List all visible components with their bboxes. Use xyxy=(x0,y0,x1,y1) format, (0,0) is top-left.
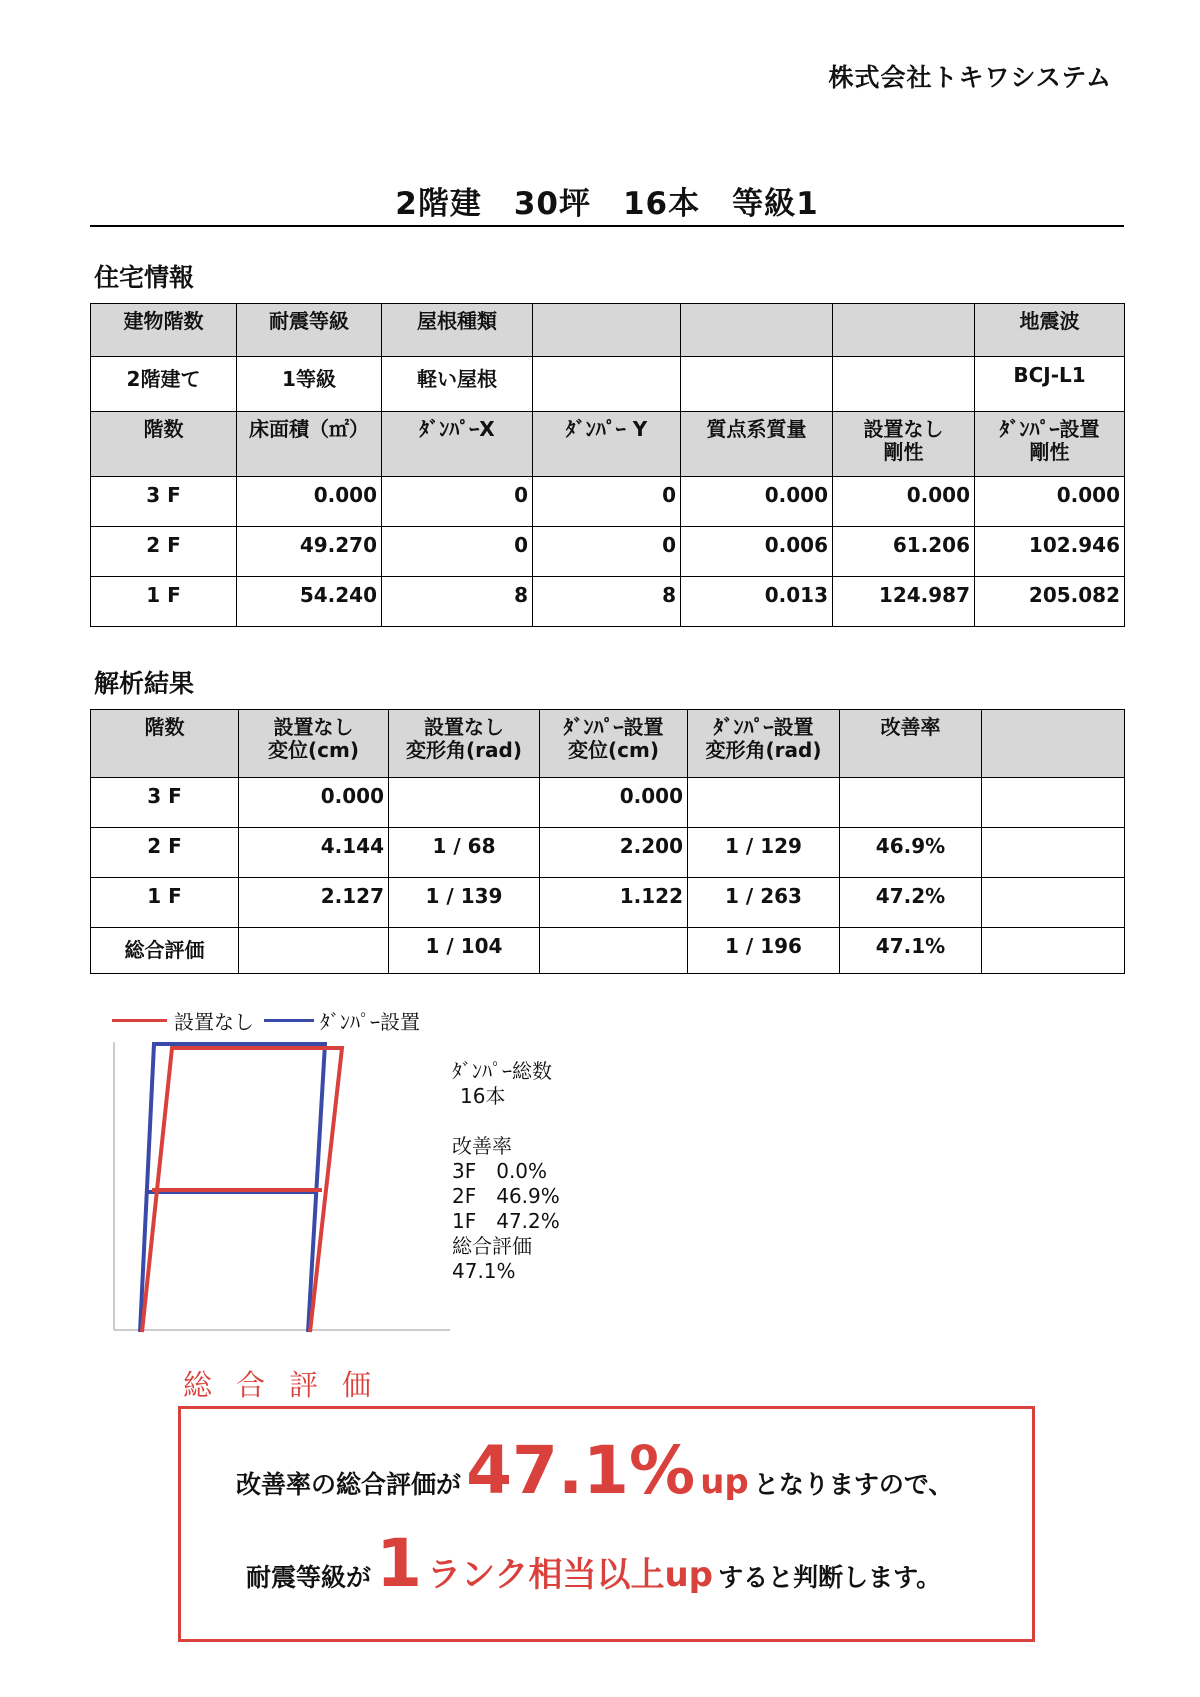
floor-row-3f xyxy=(91,477,1125,527)
analysis-cell: 1 / 68 xyxy=(389,828,540,878)
deformation-diagram xyxy=(100,1030,460,1340)
floor-cell: 54.240 xyxy=(237,577,382,627)
damper-total-value: 16本 xyxy=(460,1084,506,1108)
improve-3f: 3F 0.0% xyxy=(452,1159,548,1183)
housing-value-cell xyxy=(833,357,975,412)
analysis-cell: 4.144 xyxy=(239,828,389,878)
evaluation-rank: 1 xyxy=(376,1525,423,1602)
analysis-cell xyxy=(982,878,1125,928)
damper-total-label: ﾀﾞﾝﾊﾟｰ総数 xyxy=(452,1059,552,1083)
analysis-table xyxy=(90,709,1125,974)
floor-header-row xyxy=(91,412,1125,477)
analysis-cell: 1 / 263 xyxy=(688,878,840,928)
floor-cell: 0 xyxy=(382,477,533,527)
analysis-cell: 1 / 196 xyxy=(688,928,840,974)
analysis-cell: 47.1% xyxy=(840,928,982,974)
improve-2f: 2F 46.9% xyxy=(452,1184,560,1208)
analysis-cell: 2.127 xyxy=(239,878,389,928)
analysis-row-3f xyxy=(91,778,1125,828)
analysis-cell: 0.000 xyxy=(540,778,688,828)
analysis-cell xyxy=(239,928,389,974)
floor-cell: 2 F xyxy=(91,527,237,577)
analysis-cell: 1 F xyxy=(91,878,239,928)
housing-value-cell xyxy=(533,357,681,412)
floor-row-2f xyxy=(91,527,1125,577)
analysis-header-row xyxy=(91,710,1125,778)
floor-cell: 0.000 xyxy=(681,477,833,527)
evaluation-rate: 47.1% xyxy=(466,1432,696,1509)
housing-value-cell xyxy=(681,357,833,412)
floor-cell: 1 F xyxy=(91,577,237,627)
title-divider xyxy=(90,225,1124,227)
analysis-row-overall xyxy=(91,928,1125,974)
evaluation-line-1 xyxy=(236,1432,953,1509)
housing-section-title: 住宅情報 xyxy=(94,263,195,292)
floor-header-cell: ﾀﾞﾝﾊﾟｰ Y xyxy=(533,412,681,477)
housing-header-cell: 地震波 xyxy=(975,304,1125,357)
floor-cell: 0 xyxy=(533,527,681,577)
housing-header-cell xyxy=(833,304,975,357)
evaluation-text: となりますので、 xyxy=(753,1470,954,1499)
floor-cell: 0.013 xyxy=(681,577,833,627)
analysis-section-title: 解析結果 xyxy=(94,669,195,698)
evaluation-text: 耐震等級が xyxy=(246,1563,372,1592)
analysis-header-cell xyxy=(982,710,1125,778)
floor-header-cell: 質点系質量 xyxy=(681,412,833,477)
analysis-cell xyxy=(540,928,688,974)
floor-cell: 0.000 xyxy=(237,477,382,527)
floor-header-cell: 床面積（㎡） xyxy=(237,412,382,477)
housing-header-cell: 建物階数 xyxy=(91,304,237,357)
analysis-cell xyxy=(982,928,1125,974)
analysis-header-cell: 階数 xyxy=(91,710,239,778)
analysis-cell: 1 / 104 xyxy=(389,928,540,974)
floor-cell: 0 xyxy=(533,477,681,527)
analysis-cell: 1.122 xyxy=(540,878,688,928)
housing-header-cell: 耐震等級 xyxy=(237,304,382,357)
analysis-cell: 47.2% xyxy=(840,878,982,928)
improve-1f: 1F 47.2% xyxy=(452,1209,560,1233)
housing-value-cell: 1等級 xyxy=(237,357,382,412)
analysis-cell: 1 / 139 xyxy=(389,878,540,928)
floor-row-1f xyxy=(91,577,1125,627)
analysis-header-cell: ﾀﾞﾝﾊﾟｰ設置 変形角(rad) xyxy=(688,710,840,778)
analysis-cell xyxy=(389,778,540,828)
analysis-header-cell: 改善率 xyxy=(840,710,982,778)
evaluation-text: 改善率の総合評価が xyxy=(236,1470,462,1499)
analysis-cell: 0.000 xyxy=(239,778,389,828)
evaluation-rank-text: ランク相当以上up xyxy=(427,1555,714,1595)
analysis-header-cell: ﾀﾞﾝﾊﾟｰ設置 変位(cm) xyxy=(540,710,688,778)
floor-cell: 102.946 xyxy=(975,527,1125,577)
floor-cell: 8 xyxy=(533,577,681,627)
floor-header-cell: 階数 xyxy=(91,412,237,477)
evaluation-label: 総合評価 xyxy=(183,1368,396,1402)
analysis-cell xyxy=(982,828,1125,878)
floor-cell: 124.987 xyxy=(833,577,975,627)
legend-none-label: 設置なし xyxy=(174,1010,254,1034)
floor-header-cell: ﾀﾞﾝﾊﾟｰX xyxy=(382,412,533,477)
analysis-header-cell: 設置なし 変形角(rad) xyxy=(389,710,540,778)
analysis-cell: 2.200 xyxy=(540,828,688,878)
housing-value-cell: 軽い屋根 xyxy=(382,357,533,412)
analysis-cell: 3 F xyxy=(91,778,239,828)
floor-cell: 0 xyxy=(382,527,533,577)
housing-header-cell: 屋根種類 xyxy=(382,304,533,357)
analysis-cell: 1 / 129 xyxy=(688,828,840,878)
floor-cell: 8 xyxy=(382,577,533,627)
legend-none-swatch xyxy=(112,1019,167,1022)
analysis-row-2f xyxy=(91,828,1125,878)
floor-header-cell: 設置なし 剛性 xyxy=(833,412,975,477)
evaluation-up: up xyxy=(700,1462,749,1502)
floor-header-cell: ﾀﾞﾝﾊﾟｰ設置 剛性 xyxy=(975,412,1125,477)
overall-label: 総合評価 xyxy=(452,1234,532,1258)
evaluation-line-2 xyxy=(246,1525,941,1602)
analysis-cell xyxy=(982,778,1125,828)
housing-table xyxy=(90,303,1125,627)
analysis-cell: 46.9% xyxy=(840,828,982,878)
housing-value-cell: 2階建て xyxy=(91,357,237,412)
housing-header-row xyxy=(91,304,1125,357)
analysis-row-1f xyxy=(91,878,1125,928)
floor-cell: 205.082 xyxy=(975,577,1125,627)
floor-cell: 49.270 xyxy=(237,527,382,577)
analysis-cell: 2 F xyxy=(91,828,239,878)
legend-damper-swatch xyxy=(264,1019,314,1022)
floor-cell: 3 F xyxy=(91,477,237,527)
evaluation-text: すると判断します。 xyxy=(718,1563,942,1592)
floor-cell: 0.006 xyxy=(681,527,833,577)
floor-cell: 61.206 xyxy=(833,527,975,577)
housing-header-cell xyxy=(681,304,833,357)
overall-value: 47.1% xyxy=(452,1259,516,1283)
analysis-cell xyxy=(688,778,840,828)
floor-cell: 0.000 xyxy=(833,477,975,527)
housing-value-row xyxy=(91,357,1125,412)
analysis-cell: 総合評価 xyxy=(91,928,239,974)
legend-damper-label: ﾀﾞﾝﾊﾟｰ設置 xyxy=(320,1010,420,1034)
company-name: 株式会社トキワシステム xyxy=(828,63,1112,92)
analysis-header-cell: 設置なし 変位(cm) xyxy=(239,710,389,778)
housing-value-cell: BCJ-L1 xyxy=(975,357,1125,412)
analysis-cell xyxy=(840,778,982,828)
improve-label: 改善率 xyxy=(452,1134,512,1158)
page-title: 2階建 30坪 16本 等級1 xyxy=(395,186,819,222)
housing-header-cell xyxy=(533,304,681,357)
floor-cell: 0.000 xyxy=(975,477,1125,527)
